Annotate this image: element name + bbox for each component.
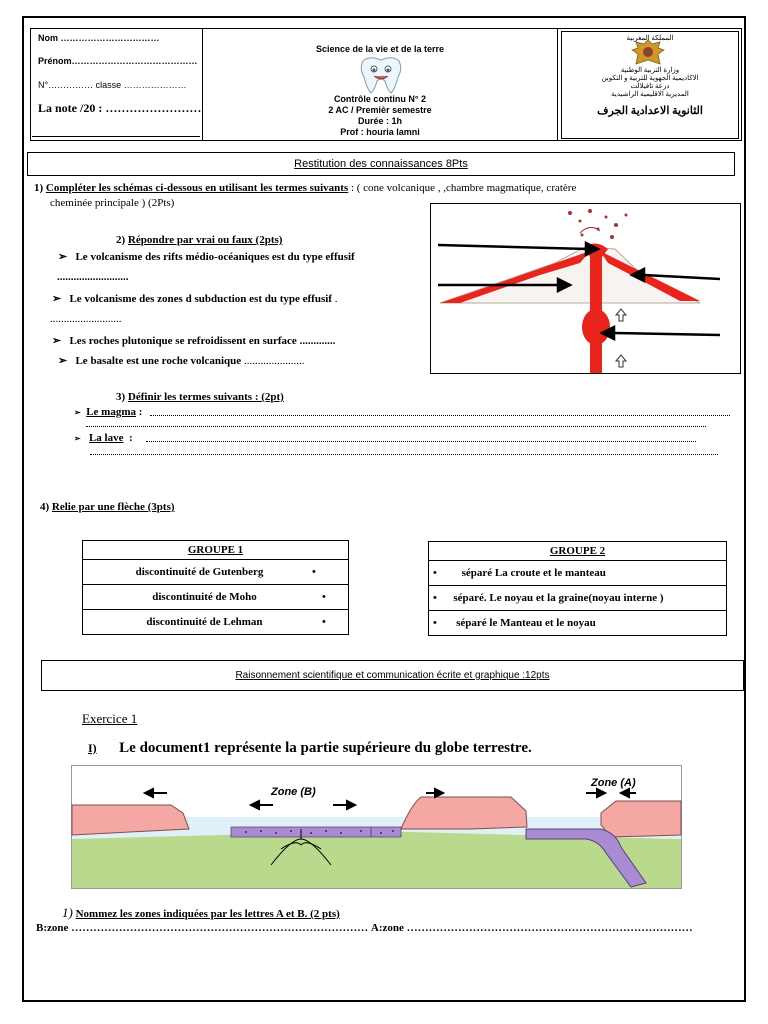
doc-number: I) [88, 741, 97, 755]
exam-level: 2 AC / Premièr semestre [328, 105, 432, 115]
document-heading [88, 740, 532, 757]
q3-heading [116, 391, 284, 403]
q2-item-4 [58, 354, 304, 367]
section2-title: Raisonnement scientifique et communication écrite et graphique :12pts [41, 660, 744, 691]
q2-prompt: Répondre par vrai ou faux (2pts) [127, 234, 283, 246]
doc-title: Le document1 représente la partie supérieure du globe terrestre. [119, 740, 532, 756]
group2-table [428, 541, 727, 636]
middle-continent [401, 797, 527, 829]
q3-number: 3) [116, 391, 126, 403]
academy-label: الاكاديمية الجهوية للتربية و التكوين [601, 74, 699, 82]
q4-prompt: Relie par une flèche (3pts) [51, 501, 175, 513]
prenom-field[interactable]: Prénom…………………………………… [38, 56, 198, 66]
group2-item-croute-manteau[interactable] [429, 561, 727, 586]
group1-item-text: discontinuité de Gutenberg [135, 566, 264, 578]
q1-prompt: Compléter les schémas ci-dessous en utilisant les termes suivants [45, 182, 349, 194]
group2-title: GROUPE 2 [429, 542, 727, 561]
direction-label: المديرية الاقليمية الراشيدية [611, 90, 689, 98]
bullet-dot-icon[interactable]: • [322, 591, 326, 603]
right-continent [601, 801, 681, 837]
magma-label: Le magma [86, 406, 136, 418]
group2-item-noyau-graine[interactable] [429, 586, 727, 611]
bullet-dot-icon[interactable]: • [433, 567, 437, 579]
group1-item-gutenberg[interactable] [83, 560, 349, 585]
sec2-q1-answers [36, 922, 693, 934]
tooth-mascot-icon [355, 55, 407, 95]
zone-b-answer[interactable]: B:zone ……………………………………………………………………… [36, 922, 369, 934]
section1-title: Restitution des connaissances 8Pts [27, 152, 735, 176]
group1-item-lehman[interactable] [83, 610, 349, 635]
zone-a-label: Zone (A) [591, 777, 636, 789]
arrow-bullet-icon: ➢ [58, 355, 68, 367]
group2-item-text: séparé. Le noyau et la graine(noyau interne ) [453, 592, 664, 604]
q2-answer-2[interactable]: .......................... [50, 313, 122, 325]
q2-statement-2-dot: . [334, 293, 338, 305]
q2-number: 2) [116, 234, 126, 246]
q4-heading [40, 501, 175, 513]
group1-title: GROUPE 1 [83, 541, 349, 560]
group1-item-moho[interactable] [83, 585, 349, 610]
q3-term-lave: ➢ La lave : [74, 432, 133, 444]
exam-info [203, 94, 557, 138]
note-field[interactable]: La note /20 : …………………… [38, 101, 202, 115]
q3-prompt: Définir les termes suivants : (2pt) [127, 391, 284, 403]
arrow-bullet-icon: ➢ [52, 335, 62, 347]
bullet-dot-icon[interactable]: • [433, 617, 437, 629]
q3-term-magma: ➢ Le magma : [74, 406, 143, 418]
volcano-diagram [430, 203, 741, 374]
group1-table [82, 540, 349, 635]
q1-number: 1) [34, 182, 44, 194]
group2-item-text: séparé La croute et le manteau [461, 567, 606, 579]
nom-field[interactable]: Nom …………………………… [38, 33, 160, 43]
sec2-q1-number: 1) [62, 905, 73, 920]
exam-title: Contrôle continu N° 2 [333, 94, 427, 104]
plate-tectonics-diagram [71, 765, 682, 889]
student-underline [32, 136, 200, 137]
q1-terms: : ( cone volcanique , ,chambre magmatique, cratère [348, 182, 577, 194]
coat-of-arms-icon [628, 38, 668, 68]
group1-item-text: discontinuité de Moho [152, 591, 257, 603]
numero-classe-field[interactable]: N°…………… classe ………………… [38, 80, 187, 90]
lave-answer-line-1[interactable] [146, 441, 696, 442]
bullet-dot-icon[interactable]: • [322, 616, 326, 628]
subject: Science de la vie et de la terre [315, 44, 445, 54]
exercise-title: Exercice 1 [82, 711, 138, 726]
q2-item-1 [58, 250, 355, 263]
kingdom-label: المملكة المغربية [626, 34, 674, 42]
sec2-q1 [62, 905, 340, 921]
ministry-label: وزارة التربية الوطنية [620, 66, 680, 74]
q2-statement-3: Les roches plutonique se refroidissent en surface [69, 335, 297, 347]
q2-item-3 [52, 334, 335, 347]
magma-answer-line-1[interactable] [150, 415, 730, 416]
q1-terms-2: cheminée principale ) (2Pts) [50, 197, 175, 209]
small-arrow-bullet-icon: ➢ [74, 408, 81, 417]
group2-item-manteau-noyau[interactable] [429, 611, 727, 636]
q2-answer-4[interactable]: ...................... [243, 355, 305, 367]
bullet-dot-icon[interactable]: • [312, 566, 316, 578]
q2-statement-4: Le basalte est une roche volcanique [75, 355, 242, 367]
magma-answer-line-2[interactable] [86, 426, 706, 427]
exam-duration: Durée : 1h [357, 116, 402, 126]
q2-statement-2: Le volcanisme des zones d subduction est du type effusif [69, 293, 332, 305]
header-divider-2 [557, 28, 558, 141]
q2-heading [116, 234, 282, 246]
group1-item-text: discontinuité de Lehman [146, 616, 263, 628]
bullet-dot-icon[interactable]: • [433, 592, 437, 604]
ministry-lines [580, 66, 720, 98]
zone-b-label: Zone (B) [271, 786, 316, 798]
q1-line [34, 182, 576, 194]
q2-statement-1: Le volcanisme des rifts médio-océaniques est du type effusif [75, 251, 355, 263]
q2-item-2 [52, 292, 337, 305]
sec2-q1-prompt: Nommez les zones indiquées par les lettres A et B. (2 pts) [75, 908, 340, 920]
zone-a-answer[interactable]: A:zone …………………………………………………………………… [370, 922, 693, 934]
exam-teacher: Prof : houria lamni [340, 127, 420, 137]
small-arrow-bullet-icon: ➢ [74, 434, 81, 443]
lave-answer-line-2[interactable] [90, 454, 718, 455]
arrow-bullet-icon: ➢ [52, 293, 62, 305]
ministry-text [580, 34, 720, 42]
arrow-bullet-icon: ➢ [58, 251, 68, 263]
q2-answer-3[interactable]: ............. [299, 335, 336, 347]
q2-answer-1[interactable]: .......................... [57, 271, 129, 283]
lave-label: La lave [88, 432, 124, 444]
region-label: درعة تافيلالت [630, 82, 670, 90]
school-name: الثانوية الاعدادية الجرف [597, 105, 703, 117]
group2-item-text: séparé le Manteau et le noyau [456, 617, 596, 629]
sediment-right [371, 827, 401, 837]
q4-number: 4) [40, 501, 50, 513]
